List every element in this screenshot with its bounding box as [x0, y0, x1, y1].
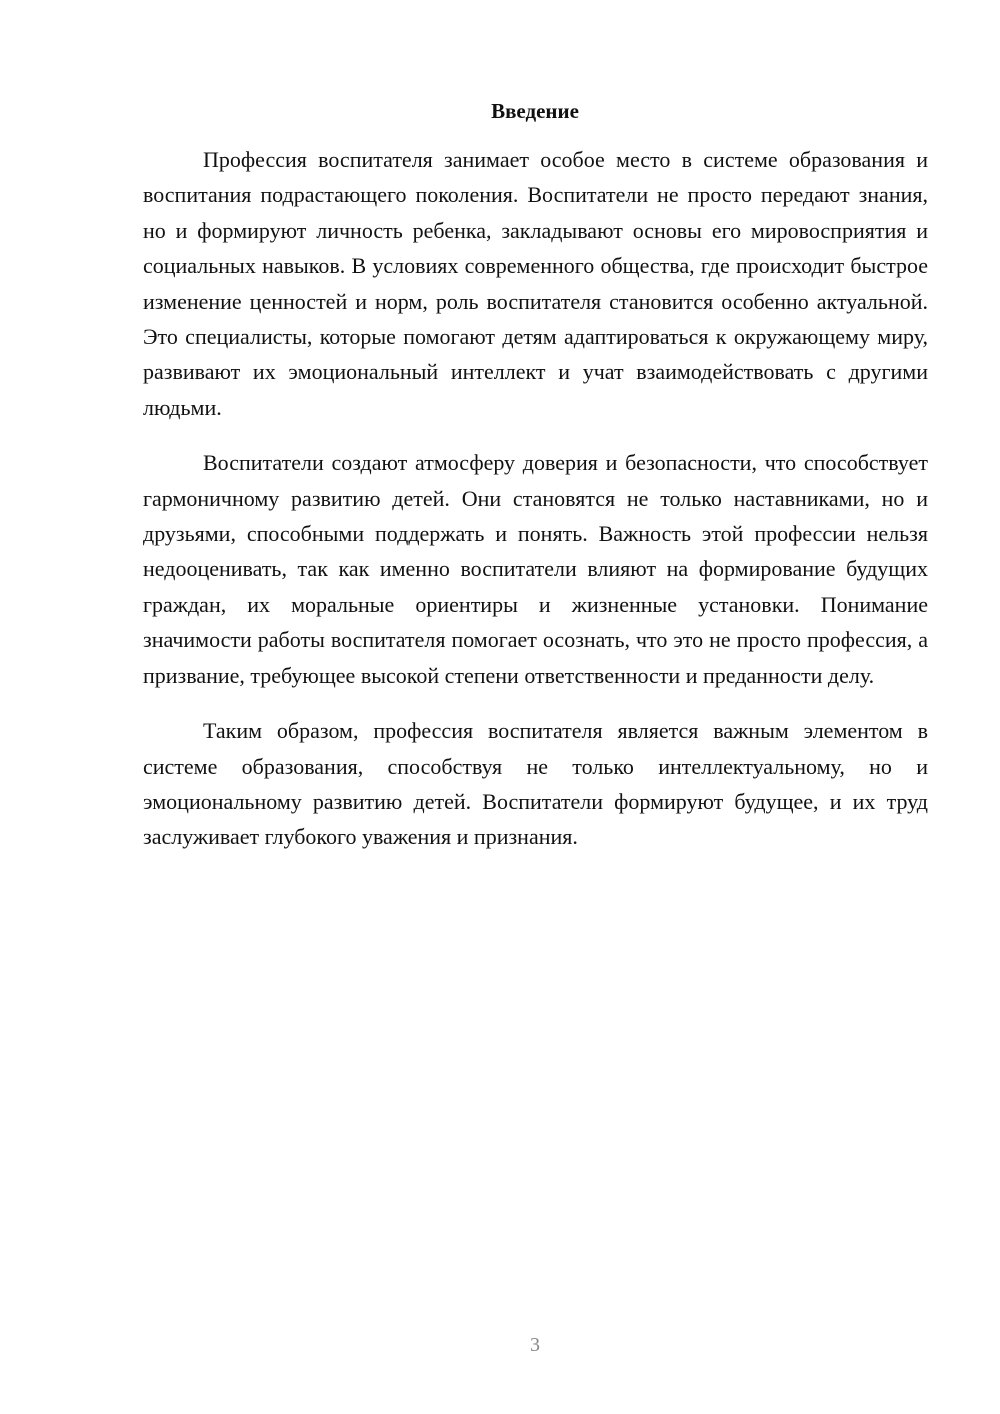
paragraph-3: Таким образом, профессия воспитателя является важным элементом в системе образования, способствуя не только интеллектуальному, но и эмоциональному развитию детей. Воспитатели формируют будущее, и их труд заслуживает глубокого уважения и признания.	[143, 718, 928, 850]
body-text	[143, 142, 928, 875]
paragraph-1: Профессия воспитателя занимает особое место в системе образования и воспитания подрастающего поколения. Воспитатели не просто передают знания, но и формируют личность ребенка, закладывают основы его мировосприятия и социальных навыков. В условиях современного общества, где происходит быстрое изменение ценностей и норм, роль воспитателя становится особенно актуальной. Это специалисты, которые помогают детям адаптироваться к окружающему миру, развивают их эмоциональный интеллект и учат взаимодействовать с другими людьми.	[143, 147, 928, 420]
paragraph-2: Воспитатели создают атмосферу доверия и безопасности, что способствует гармоничному развитию детей. Они становятся не только наставниками, но и друзьями, способными поддержать и понять. Важность этой профессии нельзя недооценивать, так как именно воспитатели влияют на формирование будущих граждан, их моральные ориентиры и жизненные установки. Понимание значимости работы воспитателя помогает осознать, что это не просто профессия, а призвание, требующее высокой степени ответственности и преданности делу.	[143, 450, 928, 688]
page-title: Введение	[491, 99, 579, 123]
page-number: 3	[530, 1334, 540, 1356]
